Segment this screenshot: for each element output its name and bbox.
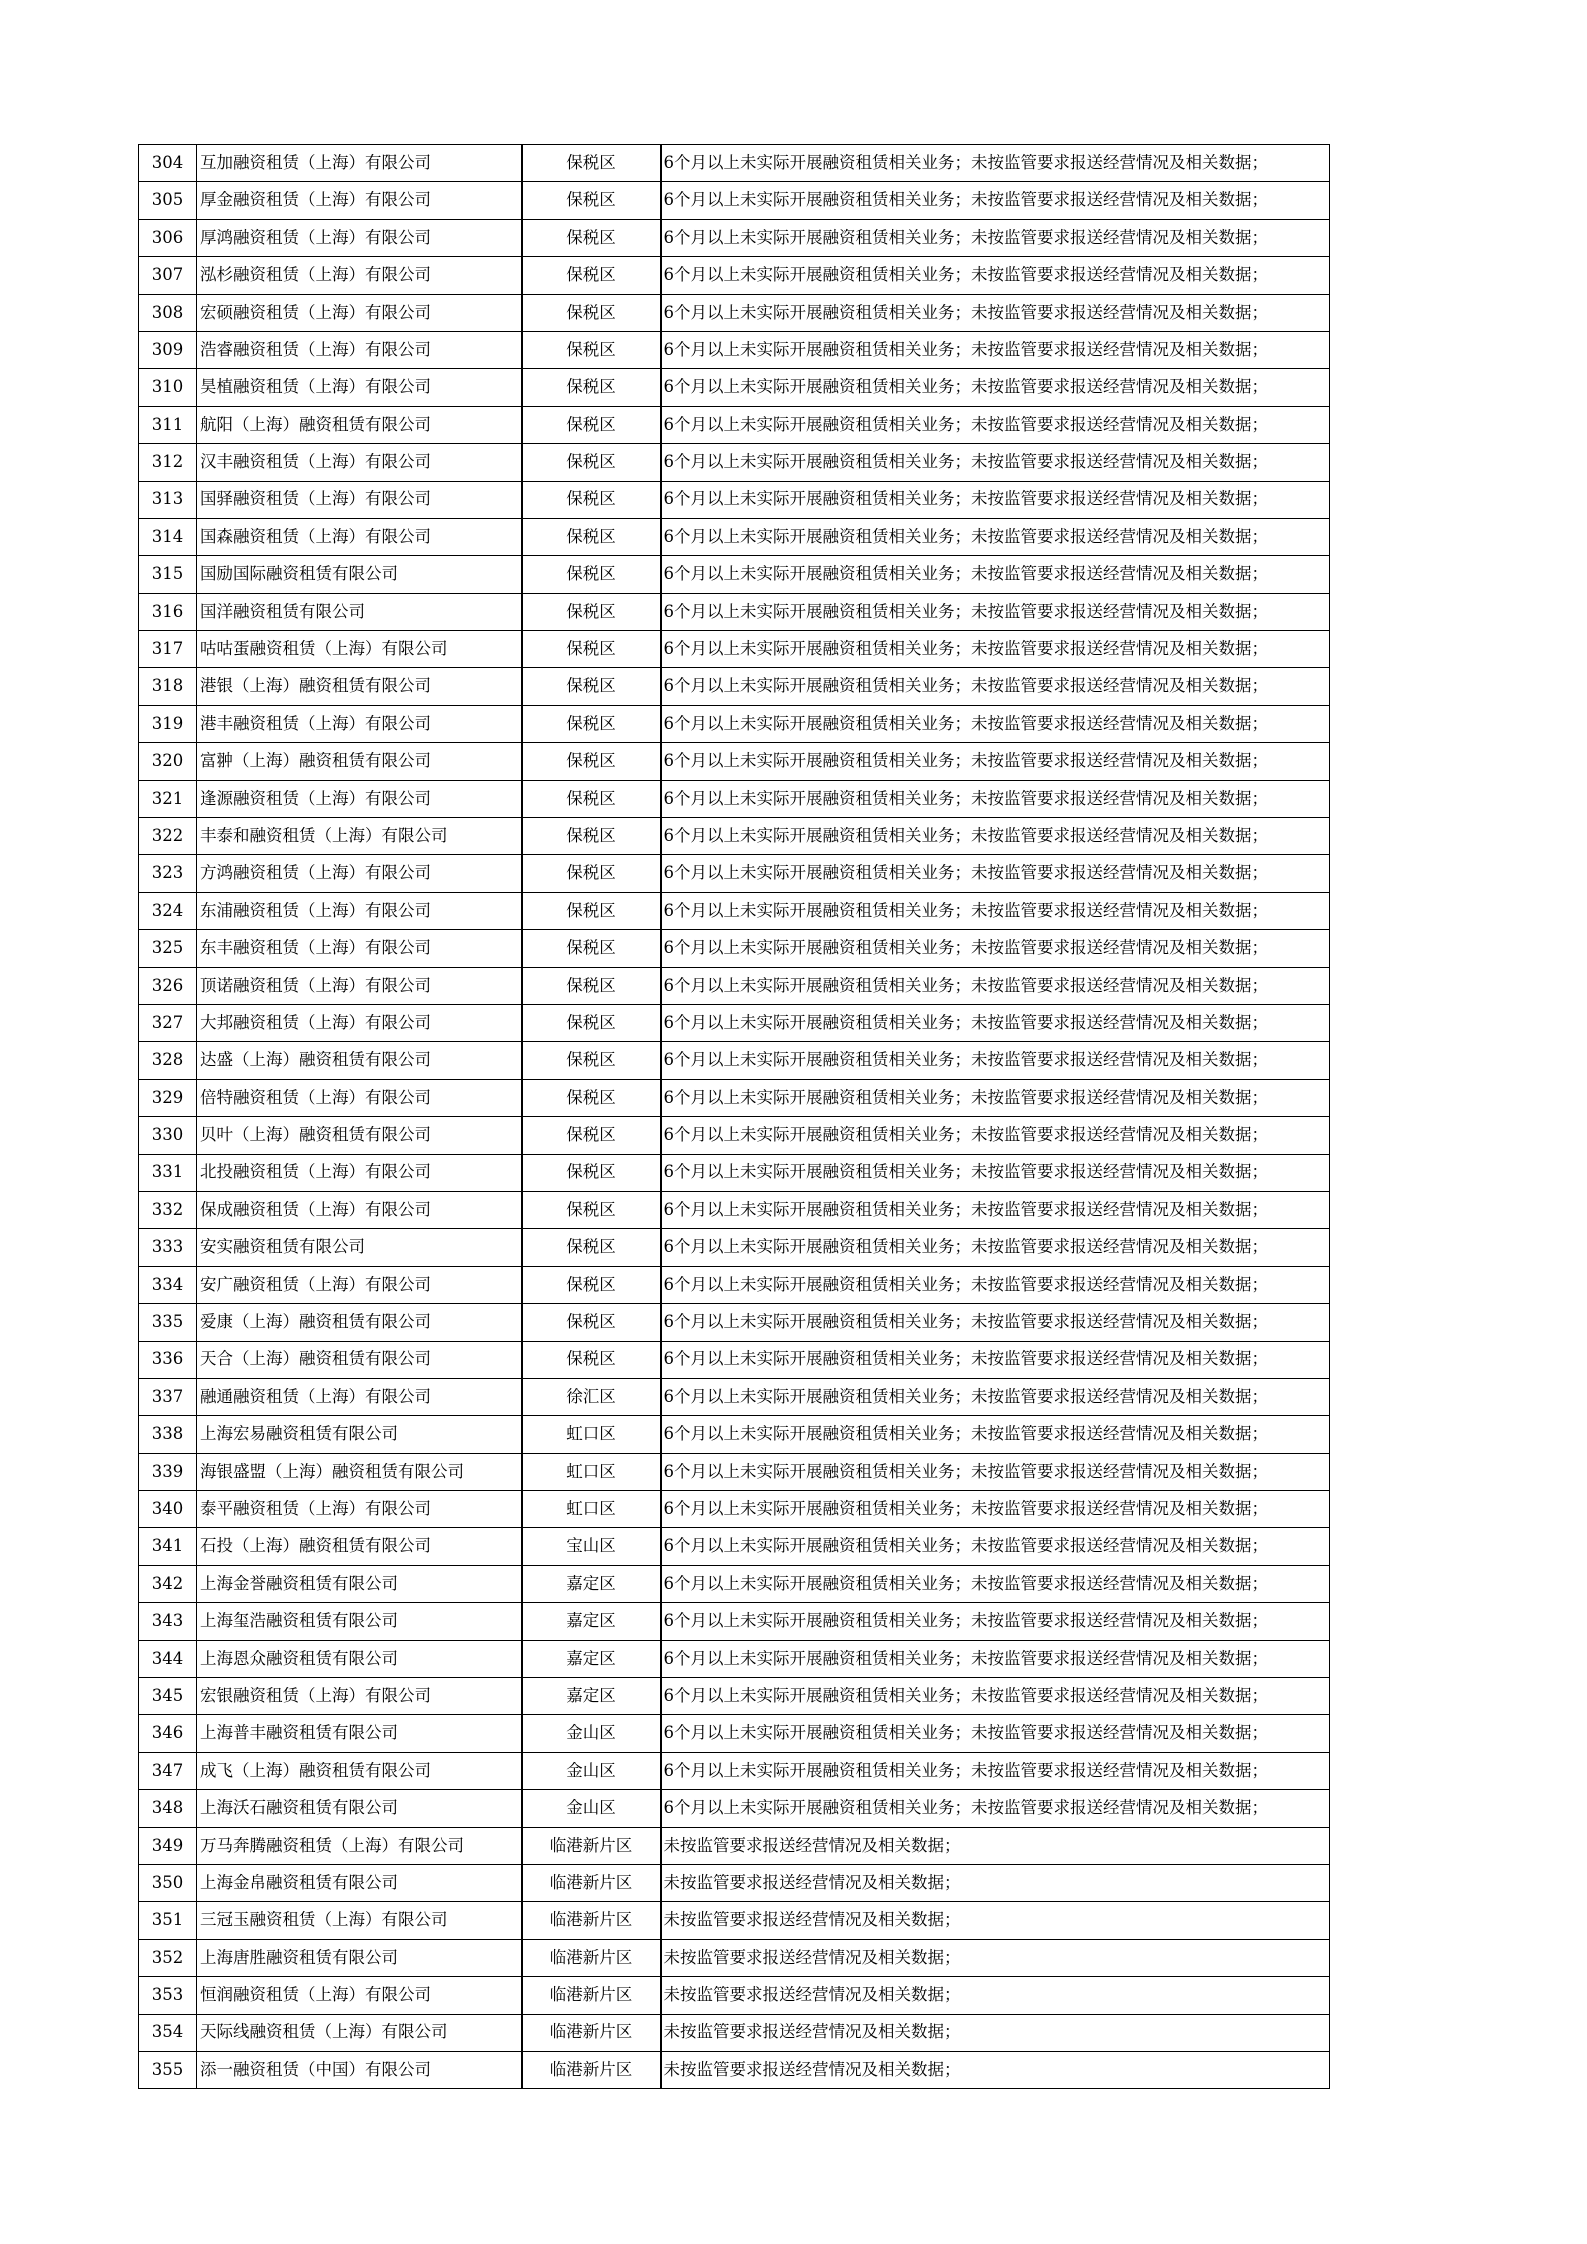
company-name-cell: 浩睿融资租赁（上海）有限公司	[197, 331, 522, 368]
district-cell: 保税区	[522, 1117, 661, 1154]
company-name-cell: 方鸿融资租赁（上海）有限公司	[197, 855, 522, 892]
table-row	[139, 1266, 1330, 1303]
reason-cell: 6个月以上未实际开展融资租赁相关业务；未按监管要求报送经营情况及相关数据；	[661, 892, 1330, 929]
company-name-cell: 顶诺融资租赁（上海）有限公司	[197, 967, 522, 1004]
reason-cell: 6个月以上未实际开展融资租赁相关业务；未按监管要求报送经营情况及相关数据；	[661, 1266, 1330, 1303]
district-cell: 保税区	[522, 182, 661, 219]
district-cell: 临港新片区	[522, 2051, 661, 2088]
company-name-cell: 泓杉融资租赁（上海）有限公司	[197, 257, 522, 294]
district-cell: 保税区	[522, 145, 661, 182]
reason-cell: 6个月以上未实际开展融资租赁相关业务；未按监管要求报送经营情况及相关数据；	[661, 481, 1330, 518]
table-row	[139, 892, 1330, 929]
district-cell: 保税区	[522, 1266, 661, 1303]
company-name-cell: 国励国际融资租赁有限公司	[197, 556, 522, 593]
table-row	[139, 818, 1330, 855]
district-cell: 保税区	[522, 294, 661, 331]
company-name-cell: 港银（上海）融资租赁有限公司	[197, 668, 522, 705]
reason-cell: 未按监管要求报送经营情况及相关数据；	[661, 2051, 1330, 2088]
table-row	[139, 145, 1330, 182]
reason-cell: 未按监管要求报送经营情况及相关数据；	[661, 1827, 1330, 1864]
company-name-cell: 东浦融资租赁（上海）有限公司	[197, 892, 522, 929]
row-number-cell: 314	[139, 518, 197, 555]
company-name-cell: 互加融资租赁（上海）有限公司	[197, 145, 522, 182]
district-cell: 保税区	[522, 1304, 661, 1341]
row-number-cell: 350	[139, 1864, 197, 1901]
table-row	[139, 1939, 1330, 1976]
company-name-cell: 安实融资租赁有限公司	[197, 1229, 522, 1266]
district-cell: 保税区	[522, 1154, 661, 1191]
district-cell: 保税区	[522, 892, 661, 929]
reason-cell: 6个月以上未实际开展融资租赁相关业务；未按监管要求报送经营情况及相关数据；	[661, 818, 1330, 855]
row-number-cell: 336	[139, 1341, 197, 1378]
district-cell: 保税区	[522, 1191, 661, 1228]
company-name-cell: 万马奔腾融资租赁（上海）有限公司	[197, 1827, 522, 1864]
company-name-cell: 泰平融资租赁（上海）有限公司	[197, 1491, 522, 1528]
table-row	[139, 1154, 1330, 1191]
district-cell: 保税区	[522, 668, 661, 705]
row-number-cell: 317	[139, 631, 197, 668]
district-cell: 保税区	[522, 257, 661, 294]
company-name-cell: 国森融资租赁（上海）有限公司	[197, 518, 522, 555]
reason-cell: 6个月以上未实际开展融资租赁相关业务；未按监管要求报送经营情况及相关数据；	[661, 1079, 1330, 1116]
company-name-cell: 上海玺浩融资租赁有限公司	[197, 1603, 522, 1640]
reason-cell: 6个月以上未实际开展融资租赁相关业务；未按监管要求报送经营情况及相关数据；	[661, 967, 1330, 1004]
row-number-cell: 305	[139, 182, 197, 219]
company-name-cell: 上海唐胜融资租赁有限公司	[197, 1939, 522, 1976]
district-cell: 保税区	[522, 331, 661, 368]
district-cell: 虹口区	[522, 1491, 661, 1528]
district-cell: 嘉定区	[522, 1678, 661, 1715]
table-row	[139, 1042, 1330, 1079]
reason-cell: 6个月以上未实际开展融资租赁相关业务；未按监管要求报送经营情况及相关数据；	[661, 1491, 1330, 1528]
table-row	[139, 481, 1330, 518]
row-number-cell: 309	[139, 331, 197, 368]
company-name-cell: 成飞（上海）融资租赁有限公司	[197, 1752, 522, 1789]
row-number-cell: 330	[139, 1117, 197, 1154]
reason-cell: 6个月以上未实际开展融资租赁相关业务；未按监管要求报送经营情况及相关数据；	[661, 518, 1330, 555]
company-name-cell: 上海普丰融资租赁有限公司	[197, 1715, 522, 1752]
company-name-cell: 逢源融资租赁（上海）有限公司	[197, 780, 522, 817]
row-number-cell: 312	[139, 444, 197, 481]
reason-cell: 6个月以上未实际开展融资租赁相关业务；未按监管要求报送经营情况及相关数据；	[661, 668, 1330, 705]
row-number-cell: 339	[139, 1453, 197, 1490]
table-row	[139, 2051, 1330, 2088]
row-number-cell: 353	[139, 1977, 197, 2014]
reason-cell: 6个月以上未实际开展融资租赁相关业务；未按监管要求报送经营情况及相关数据；	[661, 705, 1330, 742]
row-number-cell: 337	[139, 1378, 197, 1415]
row-number-cell: 322	[139, 818, 197, 855]
company-name-cell: 北投融资租赁（上海）有限公司	[197, 1154, 522, 1191]
row-number-cell: 351	[139, 1902, 197, 1939]
company-name-cell: 石投（上海）融资租赁有限公司	[197, 1528, 522, 1565]
row-number-cell: 327	[139, 1004, 197, 1041]
district-cell: 临港新片区	[522, 1902, 661, 1939]
company-table	[138, 144, 1330, 2089]
reason-cell: 未按监管要求报送经营情况及相关数据；	[661, 1939, 1330, 1976]
company-name-cell: 东丰融资租赁（上海）有限公司	[197, 930, 522, 967]
district-cell: 保税区	[522, 818, 661, 855]
company-name-cell: 海银盛盟（上海）融资租赁有限公司	[197, 1453, 522, 1490]
reason-cell: 6个月以上未实际开展融资租赁相关业务；未按监管要求报送经营情况及相关数据；	[661, 593, 1330, 630]
reason-cell: 6个月以上未实际开展融资租赁相关业务；未按监管要求报送经营情况及相关数据；	[661, 1117, 1330, 1154]
table-row	[139, 444, 1330, 481]
row-number-cell: 320	[139, 743, 197, 780]
district-cell: 虹口区	[522, 1416, 661, 1453]
row-number-cell: 323	[139, 855, 197, 892]
reason-cell: 6个月以上未实际开展融资租赁相关业务；未按监管要求报送经营情况及相关数据；	[661, 145, 1330, 182]
company-name-cell: 保成融资租赁（上海）有限公司	[197, 1191, 522, 1228]
reason-cell: 6个月以上未实际开展融资租赁相关业务；未按监管要求报送经营情况及相关数据；	[661, 1528, 1330, 1565]
reason-cell: 6个月以上未实际开展融资租赁相关业务；未按监管要求报送经营情况及相关数据；	[661, 1715, 1330, 1752]
district-cell: 保税区	[522, 1341, 661, 1378]
company-name-cell: 厚金融资租赁（上海）有限公司	[197, 182, 522, 219]
reason-cell: 6个月以上未实际开展融资租赁相关业务；未按监管要求报送经营情况及相关数据；	[661, 1191, 1330, 1228]
reason-cell: 6个月以上未实际开展融资租赁相关业务；未按监管要求报送经营情况及相关数据；	[661, 257, 1330, 294]
reason-cell: 未按监管要求报送经营情况及相关数据；	[661, 2014, 1330, 2051]
table-row	[139, 1229, 1330, 1266]
reason-cell: 6个月以上未实际开展融资租赁相关业务；未按监管要求报送经营情况及相关数据；	[661, 1752, 1330, 1789]
district-cell: 保税区	[522, 1229, 661, 1266]
row-number-cell: 319	[139, 705, 197, 742]
reason-cell: 6个月以上未实际开展融资租赁相关业务；未按监管要求报送经营情况及相关数据；	[661, 1154, 1330, 1191]
district-cell: 金山区	[522, 1790, 661, 1827]
reason-cell: 6个月以上未实际开展融资租赁相关业务；未按监管要求报送经营情况及相关数据；	[661, 1042, 1330, 1079]
company-name-cell: 上海恩众融资租赁有限公司	[197, 1640, 522, 1677]
reason-cell: 未按监管要求报送经营情况及相关数据；	[661, 1864, 1330, 1901]
company-name-cell: 天际线融资租赁（上海）有限公司	[197, 2014, 522, 2051]
table-row	[139, 1304, 1330, 1341]
district-cell: 徐汇区	[522, 1378, 661, 1415]
company-name-cell: 港丰融资租赁（上海）有限公司	[197, 705, 522, 742]
row-number-cell: 342	[139, 1565, 197, 1602]
district-cell: 保税区	[522, 1004, 661, 1041]
row-number-cell: 354	[139, 2014, 197, 2051]
company-name-cell: 上海沃石融资租赁有限公司	[197, 1790, 522, 1827]
table-row	[139, 1079, 1330, 1116]
reason-cell: 6个月以上未实际开展融资租赁相关业务；未按监管要求报送经营情况及相关数据；	[661, 182, 1330, 219]
district-cell: 宝山区	[522, 1528, 661, 1565]
company-name-cell: 汉丰融资租赁（上海）有限公司	[197, 444, 522, 481]
table-row	[139, 1191, 1330, 1228]
table-row	[139, 1902, 1330, 1939]
row-number-cell: 348	[139, 1790, 197, 1827]
row-number-cell: 332	[139, 1191, 197, 1228]
row-number-cell: 316	[139, 593, 197, 630]
company-name-cell: 安广融资租赁（上海）有限公司	[197, 1266, 522, 1303]
company-name-cell: 国洋融资租赁有限公司	[197, 593, 522, 630]
table-row	[139, 743, 1330, 780]
district-cell: 嘉定区	[522, 1603, 661, 1640]
table-row	[139, 219, 1330, 256]
district-cell: 保税区	[522, 556, 661, 593]
district-cell: 临港新片区	[522, 1827, 661, 1864]
district-cell: 保税区	[522, 219, 661, 256]
company-name-cell: 上海金誉融资租赁有限公司	[197, 1565, 522, 1602]
reason-cell: 6个月以上未实际开展融资租赁相关业务；未按监管要求报送经营情况及相关数据；	[661, 743, 1330, 780]
company-name-cell: 融通融资租赁（上海）有限公司	[197, 1378, 522, 1415]
reason-cell: 6个月以上未实际开展融资租赁相关业务；未按监管要求报送经营情况及相关数据；	[661, 294, 1330, 331]
row-number-cell: 352	[139, 1939, 197, 1976]
row-number-cell: 307	[139, 257, 197, 294]
row-number-cell: 338	[139, 1416, 197, 1453]
row-number-cell: 311	[139, 406, 197, 443]
reason-cell: 6个月以上未实际开展融资租赁相关业务；未按监管要求报送经营情况及相关数据；	[661, 631, 1330, 668]
row-number-cell: 349	[139, 1827, 197, 1864]
table-row	[139, 257, 1330, 294]
table-row	[139, 1416, 1330, 1453]
row-number-cell: 318	[139, 668, 197, 705]
reason-cell: 6个月以上未实际开展融资租赁相关业务；未按监管要求报送经营情况及相关数据；	[661, 1603, 1330, 1640]
table-row	[139, 1752, 1330, 1789]
reason-cell: 6个月以上未实际开展融资租赁相关业务；未按监管要求报送经营情况及相关数据；	[661, 219, 1330, 256]
reason-cell: 6个月以上未实际开展融资租赁相关业务；未按监管要求报送经营情况及相关数据；	[661, 855, 1330, 892]
district-cell: 临港新片区	[522, 1864, 661, 1901]
district-cell: 保税区	[522, 369, 661, 406]
row-number-cell: 343	[139, 1603, 197, 1640]
table-row	[139, 668, 1330, 705]
company-name-cell: 宏银融资租赁（上海）有限公司	[197, 1678, 522, 1715]
row-number-cell: 331	[139, 1154, 197, 1191]
district-cell: 临港新片区	[522, 2014, 661, 2051]
reason-cell: 6个月以上未实际开展融资租赁相关业务；未按监管要求报送经营情况及相关数据；	[661, 1229, 1330, 1266]
district-cell: 虹口区	[522, 1453, 661, 1490]
row-number-cell: 341	[139, 1528, 197, 1565]
row-number-cell: 346	[139, 1715, 197, 1752]
district-cell: 保税区	[522, 444, 661, 481]
district-cell: 金山区	[522, 1715, 661, 1752]
table-row	[139, 1528, 1330, 1565]
row-number-cell: 344	[139, 1640, 197, 1677]
company-name-cell: 爱康（上海）融资租赁有限公司	[197, 1304, 522, 1341]
row-number-cell: 321	[139, 780, 197, 817]
row-number-cell: 313	[139, 481, 197, 518]
company-name-cell: 大邦融资租赁（上海）有限公司	[197, 1004, 522, 1041]
company-name-cell: 富翀（上海）融资租赁有限公司	[197, 743, 522, 780]
table-row	[139, 1827, 1330, 1864]
reason-cell: 6个月以上未实际开展融资租赁相关业务；未按监管要求报送经营情况及相关数据；	[661, 930, 1330, 967]
table-row	[139, 1977, 1330, 2014]
district-cell: 保税区	[522, 743, 661, 780]
company-name-cell: 上海宏易融资租赁有限公司	[197, 1416, 522, 1453]
company-name-cell: 达盛（上海）融资租赁有限公司	[197, 1042, 522, 1079]
table-row	[139, 1378, 1330, 1415]
company-name-cell: 宏硕融资租赁（上海）有限公司	[197, 294, 522, 331]
district-cell: 临港新片区	[522, 1939, 661, 1976]
table-row	[139, 705, 1330, 742]
row-number-cell: 325	[139, 930, 197, 967]
company-name-cell: 航阳（上海）融资租赁有限公司	[197, 406, 522, 443]
table-row	[139, 631, 1330, 668]
table-row	[139, 593, 1330, 630]
district-cell: 保税区	[522, 967, 661, 1004]
table-row	[139, 406, 1330, 443]
district-cell: 金山区	[522, 1752, 661, 1789]
company-name-cell: 三冠玉融资租赁（上海）有限公司	[197, 1902, 522, 1939]
row-number-cell: 355	[139, 2051, 197, 2088]
district-cell: 保税区	[522, 1042, 661, 1079]
reason-cell: 6个月以上未实际开展融资租赁相关业务；未按监管要求报送经营情况及相关数据；	[661, 444, 1330, 481]
district-cell: 嘉定区	[522, 1640, 661, 1677]
reason-cell: 6个月以上未实际开展融资租赁相关业务；未按监管要求报送经营情况及相关数据；	[661, 556, 1330, 593]
company-name-cell: 咕咕蛋融资租赁（上海）有限公司	[197, 631, 522, 668]
reason-cell: 6个月以上未实际开展融资租赁相关业务；未按监管要求报送经营情况及相关数据；	[661, 1416, 1330, 1453]
table-row	[139, 967, 1330, 1004]
reason-cell: 6个月以上未实际开展融资租赁相关业务；未按监管要求报送经营情况及相关数据；	[661, 1341, 1330, 1378]
reason-cell: 6个月以上未实际开展融资租赁相关业务；未按监管要求报送经营情况及相关数据；	[661, 1640, 1330, 1677]
row-number-cell: 333	[139, 1229, 197, 1266]
company-name-cell: 倍特融资租赁（上海）有限公司	[197, 1079, 522, 1116]
company-name-cell: 恒润融资租赁（上海）有限公司	[197, 1977, 522, 2014]
row-number-cell: 326	[139, 967, 197, 1004]
district-cell: 保税区	[522, 481, 661, 518]
company-name-cell: 天合（上海）融资租赁有限公司	[197, 1341, 522, 1378]
row-number-cell: 340	[139, 1491, 197, 1528]
row-number-cell: 324	[139, 892, 197, 929]
reason-cell: 6个月以上未实际开展融资租赁相关业务；未按监管要求报送经营情况及相关数据；	[661, 369, 1330, 406]
reason-cell: 6个月以上未实际开展融资租赁相关业务；未按监管要求报送经营情况及相关数据；	[661, 1790, 1330, 1827]
company-name-cell: 国驿融资租赁（上海）有限公司	[197, 481, 522, 518]
reason-cell: 6个月以上未实际开展融资租赁相关业务；未按监管要求报送经营情况及相关数据；	[661, 1378, 1330, 1415]
district-cell: 保税区	[522, 1079, 661, 1116]
district-cell: 保税区	[522, 631, 661, 668]
table-row	[139, 1004, 1330, 1041]
company-name-cell: 贝叶（上海）融资租赁有限公司	[197, 1117, 522, 1154]
table-row	[139, 331, 1330, 368]
table-row	[139, 855, 1330, 892]
row-number-cell: 310	[139, 369, 197, 406]
district-cell: 嘉定区	[522, 1565, 661, 1602]
table-row	[139, 1603, 1330, 1640]
table-row	[139, 1640, 1330, 1677]
row-number-cell: 335	[139, 1304, 197, 1341]
reason-cell: 6个月以上未实际开展融资租赁相关业务；未按监管要求报送经营情况及相关数据；	[661, 1565, 1330, 1602]
table-row	[139, 1453, 1330, 1490]
reason-cell: 未按监管要求报送经营情况及相关数据；	[661, 1902, 1330, 1939]
table-row	[139, 294, 1330, 331]
table-body	[139, 145, 1330, 2089]
row-number-cell: 328	[139, 1042, 197, 1079]
row-number-cell: 306	[139, 219, 197, 256]
district-cell: 临港新片区	[522, 1977, 661, 2014]
table-row	[139, 1491, 1330, 1528]
row-number-cell: 315	[139, 556, 197, 593]
table-row	[139, 369, 1330, 406]
district-cell: 保税区	[522, 406, 661, 443]
company-name-cell: 丰泰和融资租赁（上海）有限公司	[197, 818, 522, 855]
reason-cell: 未按监管要求报送经营情况及相关数据；	[661, 1977, 1330, 2014]
district-cell: 保税区	[522, 855, 661, 892]
table-row	[139, 182, 1330, 219]
row-number-cell: 345	[139, 1678, 197, 1715]
district-cell: 保税区	[522, 593, 661, 630]
table-row	[139, 780, 1330, 817]
row-number-cell: 347	[139, 1752, 197, 1789]
reason-cell: 6个月以上未实际开展融资租赁相关业务；未按监管要求报送经营情况及相关数据；	[661, 406, 1330, 443]
company-name-cell: 昊植融资租赁（上海）有限公司	[197, 369, 522, 406]
table-row	[139, 1678, 1330, 1715]
district-cell: 保税区	[522, 705, 661, 742]
table-row	[139, 1565, 1330, 1602]
reason-cell: 6个月以上未实际开展融资租赁相关业务；未按监管要求报送经营情况及相关数据；	[661, 1304, 1330, 1341]
table-row	[139, 1341, 1330, 1378]
district-cell: 保税区	[522, 518, 661, 555]
district-cell: 保税区	[522, 780, 661, 817]
company-name-cell: 厚鸿融资租赁（上海）有限公司	[197, 219, 522, 256]
table-row	[139, 930, 1330, 967]
table-row	[139, 1864, 1330, 1901]
row-number-cell: 334	[139, 1266, 197, 1303]
table-row	[139, 518, 1330, 555]
table-row	[139, 2014, 1330, 2051]
reason-cell: 6个月以上未实际开展融资租赁相关业务；未按监管要求报送经营情况及相关数据；	[661, 1453, 1330, 1490]
company-name-cell: 上海金帛融资租赁有限公司	[197, 1864, 522, 1901]
reason-cell: 6个月以上未实际开展融资租赁相关业务；未按监管要求报送经营情况及相关数据；	[661, 1678, 1330, 1715]
district-cell: 保税区	[522, 930, 661, 967]
row-number-cell: 329	[139, 1079, 197, 1116]
company-name-cell: 添一融资租赁（中国）有限公司	[197, 2051, 522, 2088]
table-row	[139, 1790, 1330, 1827]
table-row	[139, 556, 1330, 593]
table-row	[139, 1117, 1330, 1154]
reason-cell: 6个月以上未实际开展融资租赁相关业务；未按监管要求报送经营情况及相关数据；	[661, 331, 1330, 368]
reason-cell: 6个月以上未实际开展融资租赁相关业务；未按监管要求报送经营情况及相关数据；	[661, 780, 1330, 817]
reason-cell: 6个月以上未实际开展融资租赁相关业务；未按监管要求报送经营情况及相关数据；	[661, 1004, 1330, 1041]
table-row	[139, 1715, 1330, 1752]
row-number-cell: 308	[139, 294, 197, 331]
row-number-cell: 304	[139, 145, 197, 182]
